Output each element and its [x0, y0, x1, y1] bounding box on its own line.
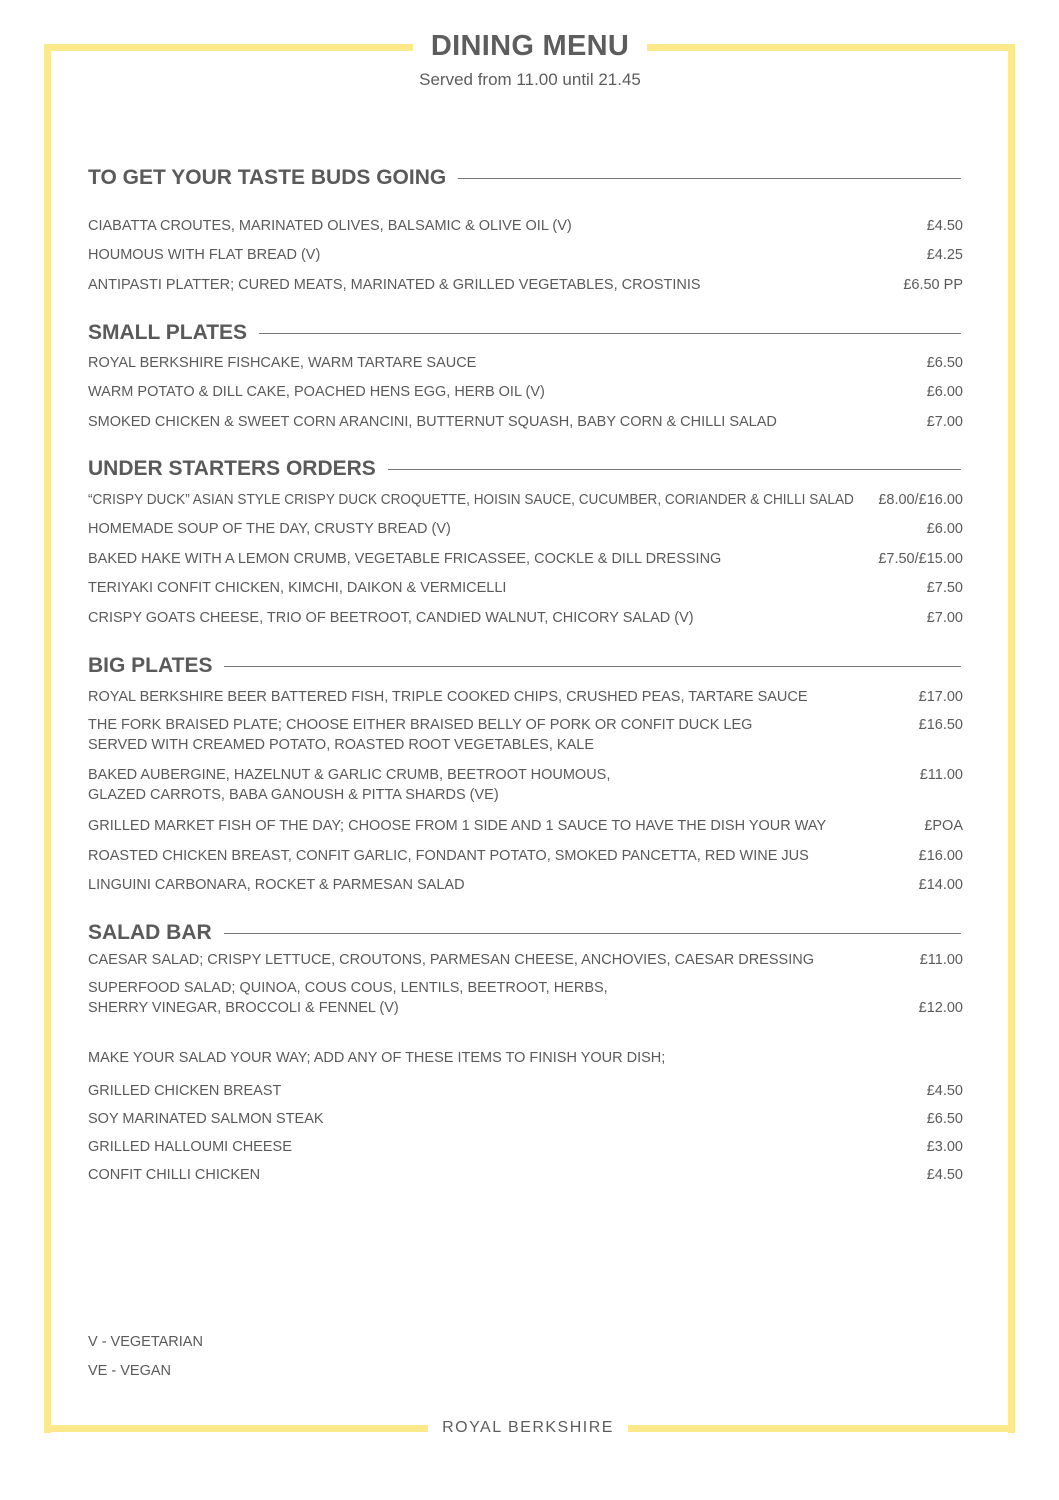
item-name: TERIYAKI CONFIT CHICKEN, KIMCHI, DAIKON & VERMICELLI — [88, 580, 507, 596]
item-name: THE FORK BRAISED PLATE; CHOOSE EITHER BRAISED BELLY OF PORK OR CONFIT DUCK LEG — [88, 717, 753, 733]
item-name: GRILLED HALLOUMI CHEESE — [88, 1139, 292, 1155]
section-title: BIG PLATES — [88, 654, 213, 677]
item-price: £16.50 — [918, 717, 963, 733]
item-name: ROYAL BERKSHIRE BEER BATTERED FISH, TRIPLE COOKED CHIPS, CRUSHED PEAS, TARTARE SAUCE — [88, 689, 808, 705]
menu-item — [88, 687, 963, 707]
item-price: £POA — [924, 818, 963, 834]
item-name: LINGUINI CARBONARA, ROCKET & PARMESAN SALAD — [88, 877, 465, 893]
frame-bottom-right — [628, 1425, 1015, 1432]
item-name: HOUMOUS WITH FLAT BREAD (V) — [88, 247, 321, 263]
item-price: £6.00 — [926, 521, 963, 537]
item-price: £6.00 — [926, 384, 963, 400]
item-price: £11.00 — [919, 767, 963, 783]
item-name: “CRISPY DUCK” ASIAN STYLE CRISPY DUCK CROQUETTE, HOISIN SAUCE, CUCUMBER, CORIANDER & CHILLI SALAD — [88, 492, 854, 508]
item-price: £16.00 — [918, 848, 963, 864]
menu-item — [88, 1109, 963, 1129]
frame-top-right — [647, 44, 1015, 51]
item-price: £6.50 — [926, 355, 963, 371]
menu-item — [88, 816, 963, 836]
item-price: £7.00 — [926, 414, 963, 430]
menu-item — [88, 875, 963, 895]
item-price: £7.50 — [926, 580, 963, 596]
item-name: CAESAR SALAD; CRISPY LETTUCE, CROUTONS, PARMESAN CHEESE, ANCHOVIES, CAESAR DRESSING — [88, 952, 814, 968]
menu-item — [88, 715, 963, 755]
menu-item — [88, 608, 963, 628]
item-price: £4.50 — [926, 218, 963, 234]
item-price: £6.50 — [926, 1111, 963, 1127]
section-heading — [88, 652, 961, 680]
item-name: SHERRY VINEGAR, BROCCOLI & FENNEL (V) — [88, 1000, 399, 1016]
item-name: GRILLED CHICKEN BREAST — [88, 1083, 282, 1099]
item-price: £11.00 — [919, 952, 963, 968]
menu-item — [88, 216, 963, 236]
item-price: £14.00 — [918, 877, 963, 893]
salad-extras-intro: MAKE YOUR SALAD YOUR WAY; ADD ANY OF THESE ITEMS TO FINISH YOUR DISH; — [88, 1050, 666, 1066]
menu-item — [88, 245, 963, 265]
section-heading — [88, 164, 961, 192]
section-rule — [388, 469, 961, 470]
item-name: CIABATTA CROUTES, MARINATED OLIVES, BALSAMIC & OLIVE OIL (V) — [88, 218, 572, 234]
frame-left — [44, 44, 51, 1433]
section-rule — [259, 333, 961, 334]
item-price: £8.00/£16.00 — [878, 492, 963, 508]
menu-item — [88, 846, 963, 866]
item-name: SUPERFOOD SALAD; QUINOA, COUS COUS, LENTILS, BEETROOT, HERBS, — [88, 980, 608, 996]
item-name: SMOKED CHICKEN & SWEET CORN ARANCINI, BUTTERNUT SQUASH, BABY CORN & CHILLI SALAD — [88, 414, 777, 430]
item-name: BAKED AUBERGINE, HAZELNUT & GARLIC CRUMB, BEETROOT HOUMOUS, — [88, 767, 611, 783]
item-price: £7.50/£15.00 — [878, 551, 963, 567]
menu-item — [88, 765, 963, 805]
menu-item — [88, 275, 963, 295]
frame-bottom-left — [44, 1425, 428, 1432]
item-name: ROYAL BERKSHIRE FISHCAKE, WARM TARTARE SAUCE — [88, 355, 477, 371]
item-price: £3.00 — [926, 1139, 963, 1155]
menu-item — [88, 1165, 963, 1185]
menu-item — [88, 978, 963, 1018]
item-name: CRISPY GOATS CHEESE, TRIO OF BEETROOT, CANDIED WALNUT, CHICORY SALAD (V) — [88, 610, 694, 626]
menu-item — [88, 490, 963, 510]
item-name: GLAZED CARROTS, BABA GANOUSH & PITTA SHARDS (VE) — [88, 787, 499, 803]
menu-item — [88, 412, 963, 432]
item-name: ANTIPASTI PLATTER; CURED MEATS, MARINATED & GRILLED VEGETABLES, CROSTINIS — [88, 277, 701, 293]
section-heading — [88, 455, 961, 483]
key-vegan: VE - VEGAN — [88, 1363, 171, 1379]
item-name: WARM POTATO & DILL CAKE, POACHED HENS EGG, HERB OIL (V) — [88, 384, 545, 400]
menu-item — [88, 578, 963, 598]
item-price: £6.50 PP — [903, 277, 963, 293]
item-name: SERVED WITH CREAMED POTATO, ROASTED ROOT VEGETABLES, KALE — [88, 737, 594, 753]
item-name: CONFIT CHILLI CHICKEN — [88, 1167, 261, 1183]
item-name: BAKED HAKE WITH A LEMON CRUMB, VEGETABLE FRICASSEE, COCKLE & DILL DRESSING — [88, 551, 722, 567]
section-heading — [88, 919, 961, 947]
item-price: £4.50 — [926, 1167, 963, 1183]
section-heading — [88, 319, 961, 347]
menu-item — [88, 382, 963, 402]
item-price: £7.00 — [926, 610, 963, 626]
page-title: DINING MENU — [430, 30, 630, 62]
section-title: SMALL PLATES — [88, 321, 248, 344]
brand-footer: ROYAL BERKSHIRE — [442, 1419, 614, 1436]
item-name: GRILLED MARKET FISH OF THE DAY; CHOOSE FROM 1 SIDE AND 1 SAUCE TO HAVE THE DISH YOUR WAY — [88, 818, 827, 834]
menu-item — [88, 519, 963, 539]
frame-top-left — [44, 44, 413, 51]
section-title: SALAD BAR — [88, 921, 212, 944]
menu-item — [88, 1081, 963, 1101]
item-price: £4.50 — [926, 1083, 963, 1099]
item-price: £17.00 — [918, 689, 963, 705]
item-name: HOMEMADE SOUP OF THE DAY, CRUSTY BREAD (V) — [88, 521, 451, 537]
serving-hours: Served from 11.00 until 21.45 — [419, 70, 641, 89]
key-vegetarian: V - VEGETARIAN — [88, 1334, 203, 1350]
item-name: ROASTED CHICKEN BREAST, CONFIT GARLIC, FONDANT POTATO, SMOKED PANCETTA, RED WINE JUS — [88, 848, 809, 864]
section-title: TO GET YOUR TASTE BUDS GOING — [88, 166, 447, 189]
frame-right — [1008, 44, 1015, 1433]
menu-item — [88, 549, 963, 569]
item-price: £4.25 — [926, 247, 963, 263]
section-title: UNDER STARTERS ORDERS — [88, 457, 376, 480]
menu-item — [88, 950, 963, 970]
menu-item — [88, 1137, 963, 1157]
item-price: £12.00 — [918, 1000, 963, 1016]
section-rule — [224, 666, 961, 667]
section-rule — [224, 933, 961, 934]
section-rule — [458, 178, 961, 179]
menu-item — [88, 353, 963, 373]
item-name: SOY MARINATED SALMON STEAK — [88, 1111, 324, 1127]
